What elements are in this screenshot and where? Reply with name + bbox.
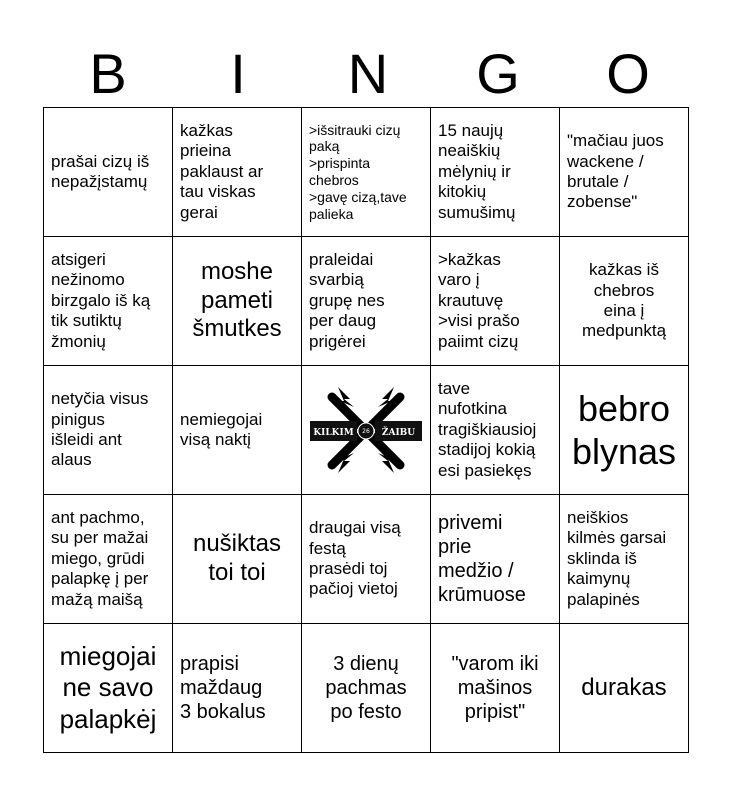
title-letter-g: G <box>476 42 520 105</box>
cell-text-line: 3 bokalus <box>180 701 266 723</box>
cell-text-line: prieina <box>180 141 232 161</box>
bingo-cell[interactable] <box>431 624 560 753</box>
bingo-cell[interactable] <box>560 366 689 495</box>
cell-text-line: medžio / <box>438 560 514 582</box>
board-row <box>44 108 689 237</box>
cell-text-line: esi pasiekęs <box>438 460 532 480</box>
cell-text-line: palapkėj <box>59 703 157 734</box>
cell-text-line: tragiškiausioj <box>438 419 537 439</box>
cell-text-line: durakas <box>581 673 667 701</box>
cell-text-line: moshe <box>200 257 274 285</box>
bingo-cell[interactable] <box>173 495 302 624</box>
cell-text-line: grupę nes <box>309 290 385 310</box>
bingo-cell[interactable] <box>560 624 689 753</box>
free-space-logo-cell[interactable] <box>302 366 431 495</box>
title-letter-n: N <box>347 42 389 105</box>
cell-text-line: žmonių <box>51 331 106 351</box>
bingo-cell[interactable] <box>431 108 560 237</box>
bingo-cell[interactable] <box>302 237 431 366</box>
cell-text-line: krautuvę <box>438 290 504 310</box>
cell-text-line: nušiktas <box>192 530 282 558</box>
logo-number: 26 <box>362 428 370 435</box>
cell-text-line: sklinda iš <box>567 548 637 568</box>
cell-text-line: miegojai <box>59 641 157 672</box>
cell-text-line: 15 naujų <box>438 121 504 141</box>
cell-text-line: tave <box>438 379 471 399</box>
bingo-cell[interactable] <box>44 624 173 753</box>
cell-text-line: pačioj vietoj <box>309 579 398 599</box>
cell-text-line: brutale / <box>567 172 629 191</box>
cell-text-line: miego, grūdi <box>51 548 145 568</box>
cell-text-line: paklaust ar <box>180 161 264 181</box>
bingo-cell[interactable] <box>44 237 173 366</box>
bingo-cell[interactable] <box>302 108 431 237</box>
cell-text-line: mažą maišą <box>51 589 143 609</box>
bingo-board <box>43 107 689 753</box>
cell-text-line: po festo <box>330 701 402 723</box>
cell-text-line: neaiškių <box>438 141 501 161</box>
board-row <box>44 366 689 495</box>
cell-text-line: nufotkina <box>438 399 507 419</box>
cell-text-line: nežinomo <box>51 270 125 290</box>
cell-text-line: atsigeri <box>51 250 106 270</box>
board-row <box>44 237 689 366</box>
board-row <box>44 495 689 624</box>
cell-text-line: kaimynų <box>567 569 631 589</box>
cell-text-line: >prispinta <box>309 155 371 172</box>
cell-text-line: wackene / <box>567 151 644 171</box>
cell-text-line: palapkę į per <box>51 569 149 589</box>
cell-text-line: prapisi <box>180 653 239 675</box>
cell-text-line: prie <box>438 536 472 558</box>
logo-text-right: ŽAIBU <box>381 428 416 438</box>
cell-text-line: neiškios <box>567 508 629 528</box>
cell-text-line: festą <box>309 538 346 558</box>
cell-text-line: gerai <box>180 202 218 222</box>
cell-text-line: ant pachmo, <box>51 508 145 528</box>
cell-text-line: pameti <box>200 286 274 314</box>
cell-text-line: mėlynių ir <box>438 161 511 181</box>
cell-text-line: prigėrei <box>309 331 366 351</box>
cell-text-line: stadijoj kokią <box>438 440 536 460</box>
bingo-cell[interactable] <box>173 624 302 753</box>
cell-text-line: palapinės <box>567 589 640 609</box>
cell-text-line: tik sutiktų <box>51 311 122 331</box>
cell-text-line: netyčia visus <box>51 389 149 409</box>
bingo-cell[interactable] <box>560 108 689 237</box>
cell-text-line: varo į <box>438 270 480 290</box>
cell-text-line: ne savo <box>62 672 154 703</box>
cell-text-line: per daug <box>309 311 377 331</box>
cell-text-line: krūmuose <box>438 584 526 606</box>
cell-text-line: bebro <box>577 387 671 429</box>
cell-text-line: >kažkas <box>438 250 501 270</box>
bingo-cell[interactable] <box>431 495 560 624</box>
cell-text-line: nepažįstamų <box>51 172 148 191</box>
cell-text-line: chebros <box>593 280 655 300</box>
cell-text-line: pripist" <box>464 701 526 723</box>
cell-text-line: eina į <box>603 301 645 320</box>
cell-text-line: draugai visą <box>309 518 401 538</box>
cell-text-line: šmutkes <box>192 315 282 343</box>
bingo-cell[interactable] <box>173 108 302 237</box>
cell-text-line: su per mažai <box>51 528 149 548</box>
cell-text-line: toi toi <box>208 559 266 586</box>
bingo-cell[interactable] <box>431 366 560 495</box>
cell-text-line: >gavę cizą,tave <box>309 188 407 205</box>
bingo-cell[interactable] <box>173 366 302 495</box>
bingo-cell[interactable] <box>44 366 173 495</box>
title-letter-o: O <box>606 42 650 105</box>
cell-text-line: >visi prašo <box>438 311 520 331</box>
cell-text-line: praleidai <box>309 250 374 270</box>
cell-text-line: kilmės garsai <box>567 528 667 548</box>
cell-text-line: mašinos <box>457 677 533 699</box>
cell-text-line: birzgalo iš ką <box>51 290 151 310</box>
cell-text-line: paką <box>309 138 340 155</box>
cell-text-line: nemiegojai <box>180 409 263 429</box>
bingo-cell[interactable] <box>173 237 302 366</box>
cell-text-line: zobense" <box>567 192 638 212</box>
board-row <box>44 624 689 753</box>
cell-text-line: blynas <box>571 431 677 472</box>
bingo-cell[interactable] <box>302 624 431 753</box>
cell-text-line: pachmas <box>325 677 407 699</box>
title-letter-b: B <box>89 42 127 105</box>
cell-text-line: tau viskas <box>180 182 256 202</box>
kilkim-zaibu-logo-icon <box>310 385 422 475</box>
cell-text-line: privemi <box>438 512 503 534</box>
bingo-cell[interactable] <box>560 237 689 366</box>
cell-text-line: paiimt cizų <box>438 331 519 351</box>
title-letter-i: I <box>230 42 246 105</box>
bingo-cell[interactable] <box>431 237 560 366</box>
cell-text-line: alaus <box>51 450 92 470</box>
cell-text-line: 3 dienų <box>333 653 399 675</box>
cell-text-line: kažkas iš <box>589 260 659 280</box>
cell-text-line: prasėdi toj <box>309 559 388 578</box>
cell-text-line: kažkas <box>180 121 233 141</box>
cell-text-line: palieka <box>309 205 354 222</box>
cell-text-line: pinigus <box>51 409 105 429</box>
cell-text-line: išleidi ant <box>51 430 122 449</box>
cell-text-line: "mačiau juos <box>567 131 664 151</box>
bingo-cell[interactable] <box>44 495 173 624</box>
bingo-cell[interactable] <box>560 495 689 624</box>
cell-text-line: svarbią <box>309 270 364 290</box>
cell-text-line: prašai cizų iš <box>51 151 150 171</box>
cell-text-line: "varom iki <box>451 653 539 675</box>
bingo-cell[interactable] <box>44 108 173 237</box>
bingo-cell[interactable] <box>302 495 431 624</box>
cell-text-line: visą naktį <box>180 430 251 449</box>
cell-text-line: maždaug <box>180 677 263 699</box>
logo-text-left: KILKIM <box>313 428 354 438</box>
cell-text-line: kitokių <box>438 182 487 202</box>
cell-text-line: >išsitrauki cizų <box>309 121 401 138</box>
cell-text-line: sumušimų <box>438 202 516 222</box>
cell-text-line: medpunktą <box>581 321 667 341</box>
bingo-title <box>43 44 693 104</box>
cell-text-line: chebros <box>309 172 359 188</box>
